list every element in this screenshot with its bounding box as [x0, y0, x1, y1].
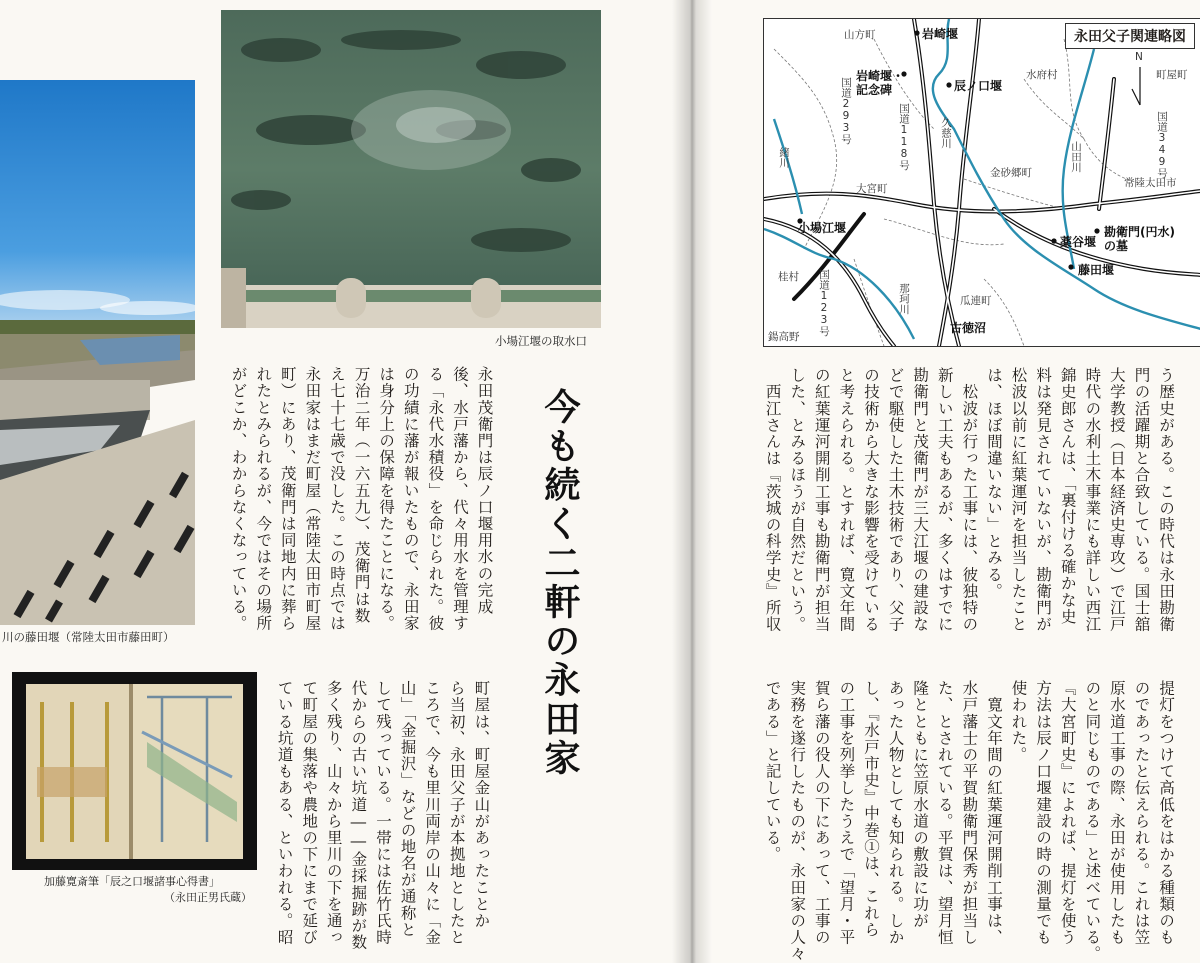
left-lower-text: 町屋は、町屋金山があったことか ら当初、永田父子が本拠地としたと ころで、今も里川両岸の山々に「金 山」「金掘沢」などの地名が通称と して残っている。一帯には佐竹氏時 代からの古い坑道――金採掘跡が数 多く残り、山々から里川の下を通っ て町屋の集落や農地の下にまで延び ている坑道もある、といわれる。昭 — [275, 680, 491, 951]
map-label-obaezeki: 小場江堰 — [798, 221, 847, 235]
photo-obae-intake — [221, 10, 601, 328]
book-gutter — [672, 0, 712, 963]
map-label-kanuemon-grave: 勘衛門(円水) の墓 — [1104, 225, 1175, 253]
map-label-iwasakizeki: 岩崎堰 — [922, 27, 959, 41]
map-label-machiya: 町屋町 — [1156, 69, 1188, 81]
map-label-route118: 国道118号 — [898, 103, 910, 171]
map-label-katsura: 桂村 — [778, 271, 799, 283]
map-label-route293: 国道293号 — [840, 77, 852, 145]
map-label-urizura: 瓜連町 — [960, 295, 992, 307]
map-label-route349: 国道349号 — [1156, 111, 1168, 179]
map-label-kotokunuma: 古徳沼 — [950, 321, 987, 335]
map-label-iwasaki-kinenhi: 岩崎堰・ 記念碑 — [856, 69, 905, 97]
map-label-nakagawa: 那珂川 — [898, 283, 910, 315]
map-label-hitachiota: 常陸太田市 — [1124, 177, 1177, 189]
right-lower-text: 提灯をつけて高低をはかる種類のも のであったと伝えられる。これは笠 原水道工事の際、永田が使用したも のと同じものである」と述べている。 『大宮町史』によれば、提灯を使う 方法は辰ノ口堰建設の時の測量でも 使われた。 寛文年間の紅葉運河開削工事は、 水戸藩士の平賀勘衛門保秀が担当し た、とされている。平賀は、望月恒 隆とともに笠原水道の敷設に功が あった人物としても知られる。しか し、『水戸市史』中巻①は、これら の工事を列挙したうえで「望月・平 賀ら藩の役人の下にあって、工事の 実務を遂行したものが、永田家の人々 である」と記している。 — [763, 680, 1176, 963]
article-title: 今も続く二軒の永田家 — [539, 388, 580, 778]
map-label-kanasago: 金砂郷町 — [990, 167, 1032, 179]
caption-manuscript-1: 加藤寛斎筆「辰之口堰諸事心得書」 — [44, 875, 220, 888]
photo-fujita-weir — [0, 80, 195, 625]
left-upper-text: 永田茂衛門は辰ノ口堰用水の完成 後、水戸藩から、代々用水を管理す る「永代水積役」を命じられた。彼 の功績に藩が報いたもので、永田家 は身分上の保障を得たことになる。 万治二年（一六五九）、茂衛門は数 え七十七歳で没した。この時点では 永田家はまだ町屋（常陸太田市町屋 町）にあり、茂衛門は同地内に葬ら れたとみられるが、今ではその場所 がどこか、わからなくなっている。 — [229, 366, 494, 632]
map-label-route123: 国道123号 — [818, 269, 830, 337]
map-title: 永田父子関連略図 — [1065, 23, 1195, 49]
map-label-yamadagawa: 山田川 — [1070, 141, 1082, 173]
caption-obae-intake: 小場江堰の取水口 — [495, 334, 587, 348]
map-label-yamagata: 山方町 — [844, 29, 876, 41]
map-label-fujitazeki: 藤田堰 — [1078, 263, 1115, 277]
caption-fujita-weir: 川の藤田堰（常陸太田市藤田町） — [2, 630, 175, 644]
north-label: N — [1135, 51, 1143, 63]
map-label-kujigawa: 久慈川 — [940, 117, 952, 149]
map-label-omiya: 大宮町 — [856, 183, 888, 195]
map-label-ogawa: 緒川 — [778, 147, 790, 168]
caption-manuscript-2: （永田正男氏蔵） — [164, 891, 252, 904]
map-label-suifu: 水府村 — [1026, 69, 1058, 81]
map-nagata-related — [763, 18, 1200, 347]
photo-manuscript — [12, 672, 257, 870]
map-label-yakuyazeki: 薬谷堰 — [1060, 235, 1097, 249]
map-label-tatsunokuchi: 辰ノ口堰 — [954, 79, 1003, 93]
right-upper-text: う歴史がある。この時代は永田勘衛 門の活躍期と合致している。国士舘 大学教授（日本経済史専攻）で江戸 時代の水利土木事業にも詳しい西江 錦史郎さんは、「裏付ける確かな史 料は発見されていないが、勘衛門が 松波以前に紅葉運河を担当したこと は、ほぼ間違いない」とみる。 松波が行った工事には、彼独特の 新しい工夫もあるが、多くはすでに 勘衛門と茂衛門が三大江堰の建設な どで駆使した土木技術であり、父子 の技術から大きな影響を受けている と考えられる。とすれば、寛文年間 の紅葉運河開削工事も勘衛門が担当 した、とみるほうが自然だという。 西江さんは『茨城の科学史』所収 — [763, 367, 1176, 633]
map-label-shakotakano: 鍚高野 — [768, 331, 800, 343]
